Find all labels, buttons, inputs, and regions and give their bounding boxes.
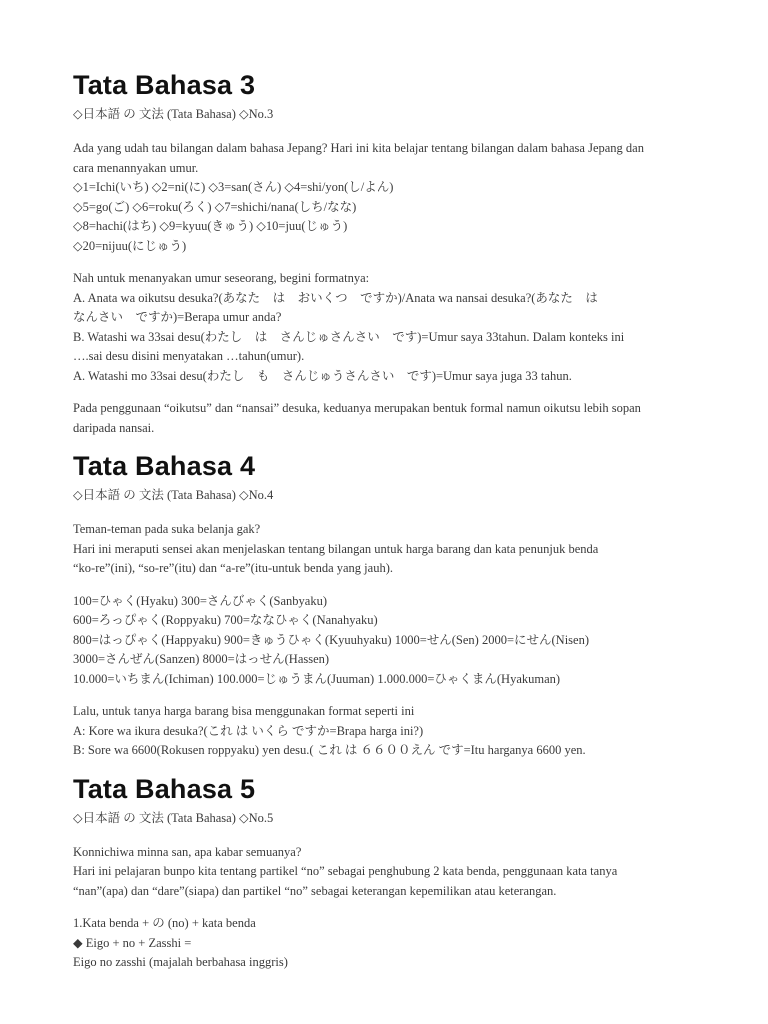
text-line: daripada nansai.: [73, 420, 155, 435]
text-line: Nah untuk menanyakan umur seseorang, begini formatnya:: [73, 271, 370, 285]
text-line: Pada penggunaan “oikutsu” dan “nansai” desuka, keduanya merupakan bentuk formal namun oikutsu lebih sopan: [73, 401, 641, 415]
section-tata-bahasa-4: [73, 447, 713, 761]
text-line: “nan”(apa) dan “dare”(siapa) dan partikel “no” sebagai keterangan kepemilikan atau keterangan.: [73, 883, 557, 898]
paragraph: [73, 843, 713, 902]
text-line: Lalu, untuk tanya harga barang bisa menggunakan format seperti ini: [73, 704, 415, 718]
section-subtitle: ◇日本語 の 文法 (Tata Bahasa) ◇No.4: [73, 488, 274, 502]
text-line: なんさい ですか)=Berapa umur anda?: [73, 310, 282, 324]
section-title: Tata Bahasa 3: [73, 70, 256, 100]
paragraph: [73, 592, 713, 690]
text-line: ◆ Eigo + no + Zasshi =: [73, 935, 192, 950]
document-page: [73, 66, 713, 973]
paragraph: [73, 702, 713, 761]
text-line: 1.Kata benda + の (no) + kata benda: [73, 916, 256, 930]
paragraph: [73, 520, 713, 579]
paragraph: [73, 914, 713, 973]
section-subtitle: ◇日本語 の 文法 (Tata Bahasa) ◇No.5: [73, 810, 274, 825]
paragraph: [73, 269, 713, 386]
text-line: B: Sore wa 6600(Rokusen roppyaku) yen desu.( これ は ６６００えん です=Itu harganya 6600 yen.: [73, 743, 586, 757]
text-line: 3000=さんぜん(Sanzen) 8000=はっせん(Hassen): [73, 652, 330, 666]
section-tata-bahasa-5: [73, 770, 713, 973]
text-line: A. Anata wa oikutsu desuka?(あなた は おいくつ ですか)/Anata wa nansai desuka?(あなた は: [73, 290, 598, 305]
section-title: Tata Bahasa 5: [73, 773, 256, 804]
text-line: cara menannyakan umur.: [73, 160, 199, 175]
text-line: Teman-teman pada suka belanja gak?: [73, 522, 261, 536]
section-subtitle: ◇日本語 の 文法 (Tata Bahasa) ◇No.3: [73, 107, 274, 121]
paragraph: [73, 139, 713, 256]
section-title: Tata Bahasa 4: [73, 451, 256, 481]
text-line: A. Watashi mo 33sai desu(わたし も さんじゅうさんさい です)=Umur saya juga 33 tahun.: [73, 368, 572, 383]
text-line: A: Kore wa ikura desuka?(これ は いくら ですか=Brapa harga ini?): [73, 723, 424, 738]
text-line: ◇5=go(ご) ◇6=roku(ろく) ◇7=shichi/nana(しち/なな): [73, 199, 357, 214]
text-line: 600=ろっぴゃく(Roppyaku) 700=ななひゃく(Nanahyaku): [73, 613, 378, 627]
text-line: ◇20=nijuu(にじゅう): [73, 238, 187, 253]
section-tata-bahasa-3: [73, 66, 713, 438]
text-line: Hari ini pelajaran bunpo kita tentang partikel “no” sebagai penghubung 2 kata benda, penggunaan kata tanya: [73, 864, 618, 878]
text-line: 100=ひゃく(Hyaku) 300=さんびゃく(Sanbyaku): [73, 593, 327, 608]
text-line: ◇8=hachi(はち) ◇9=kyuu(きゅう) ◇10=juu(じゅう): [73, 219, 348, 233]
text-line: Konnichiwa minna san, apa kabar semuanya?: [73, 844, 302, 859]
text-line: Hari ini meraputi sensei akan menjelaskan tentang bilangan untuk harga barang dan kata penunjuk benda: [73, 541, 599, 556]
text-line: 800=はっぴゃく(Happyaku) 900=きゅうひゃく(Kyuuhyaku) 1000=せん(Sen) 2000=にせん(Nisen): [73, 632, 589, 647]
text-line: Eigo no zasshi (majalah berbahasa inggris): [73, 955, 288, 969]
paragraph: [73, 399, 713, 438]
text-line: ….sai desu disini menyatakan …tahun(umur).: [73, 349, 305, 363]
text-line: 10.000=いちまん(Ichiman) 100.000=じゅうまん(Juuman) 1.000.000=ひゃくまん(Hyakuman): [73, 671, 561, 686]
text-line: Ada yang udah tau bilangan dalam bahasa Jepang? Hari ini kita belajar tentang bilangan dalam bahasa Jepang dan: [73, 141, 644, 155]
text-line: ◇1=Ichi(いち) ◇2=ni(に) ◇3=san(さん) ◇4=shi/yon(し/よん): [73, 180, 394, 194]
text-line: “ko-re”(ini), “so-re”(itu) dan “a-re”(itu-untuk benda yang jauh).: [73, 561, 393, 575]
text-line: B. Watashi wa 33sai desu(わたし は さんじゅさんさい です)=Umur saya 33tahun. Dalam konteks ini: [73, 329, 625, 344]
